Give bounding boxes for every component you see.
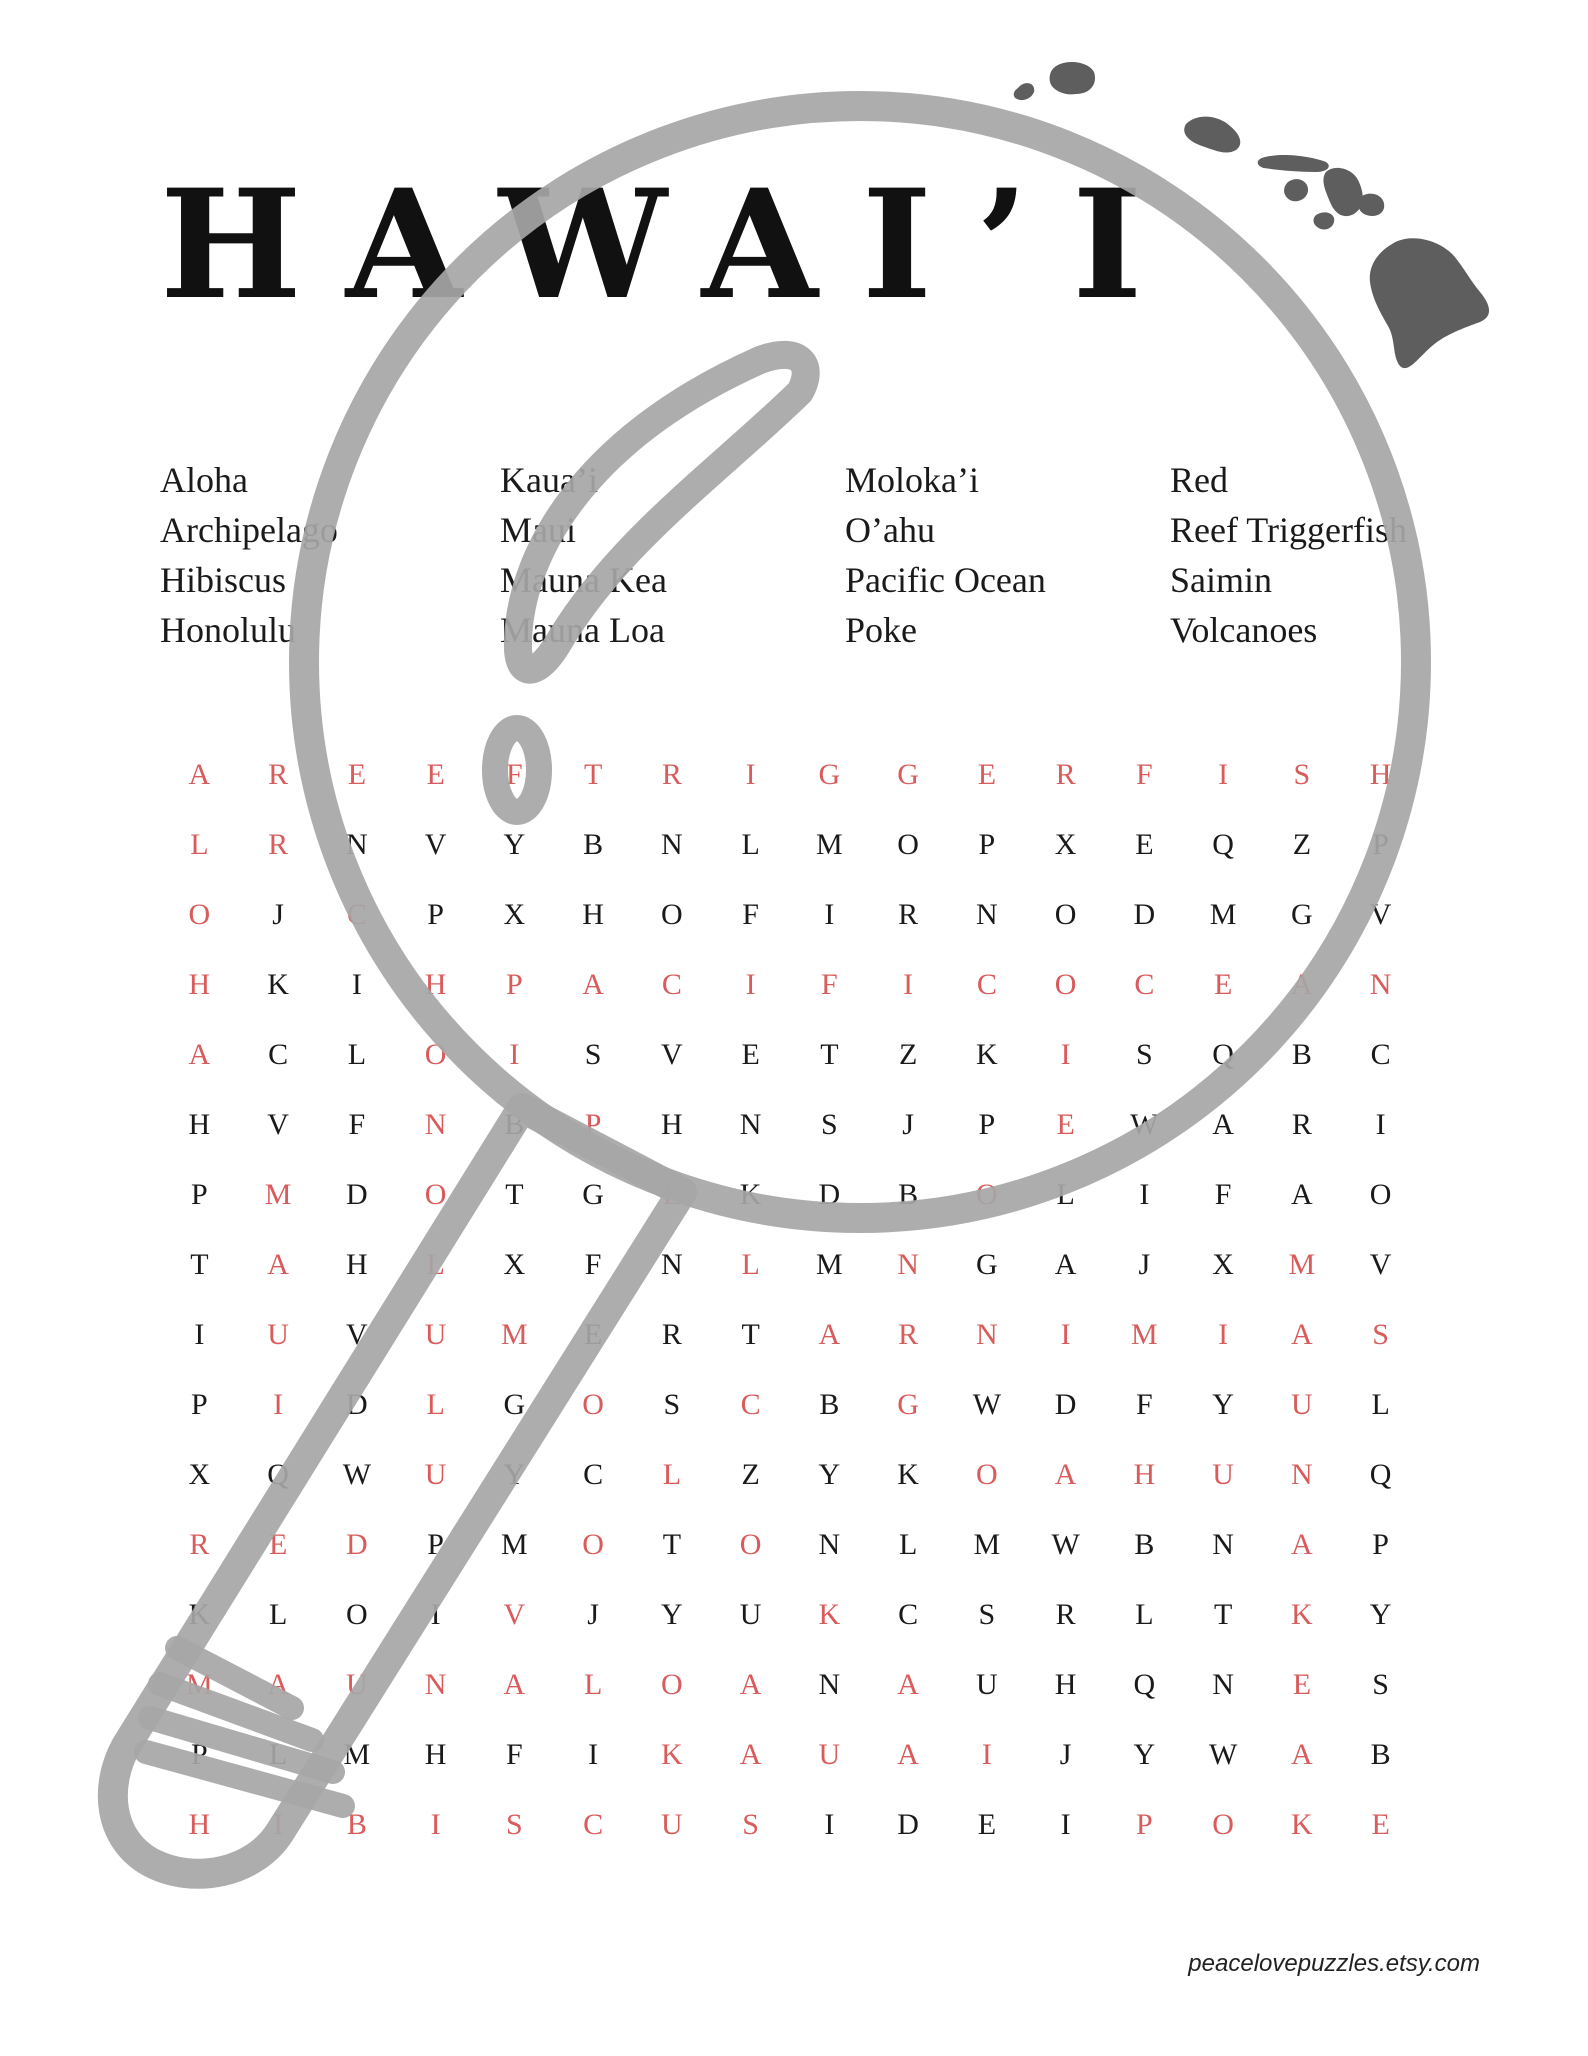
grid-letter-highlighted: K	[818, 1598, 841, 1631]
grid-letter: H	[1054, 1668, 1077, 1701]
grid-letter-highlighted: E	[426, 758, 445, 791]
grid-letter-highlighted: F	[1136, 758, 1153, 791]
grid-letter: M	[343, 1738, 371, 1771]
grid-letter: I	[588, 1738, 599, 1771]
grid-letter: T	[741, 1318, 760, 1351]
grid-letter: R	[1055, 1598, 1076, 1631]
grid-letter-highlighted: T	[583, 758, 603, 791]
grid-letter: K	[188, 1598, 211, 1631]
grid-letter: I	[1375, 1108, 1386, 1141]
grid-letter-highlighted: U	[661, 1808, 683, 1841]
grid-letter: H	[661, 1108, 683, 1141]
grid-letter-highlighted: I	[745, 968, 756, 1001]
grid-letter-highlighted: A	[1291, 1318, 1313, 1351]
word-list-column	[500, 455, 667, 655]
word-list-column	[845, 455, 1046, 655]
grid-letter-highlighted: O	[661, 1668, 683, 1701]
grid-letter: Y	[503, 1458, 526, 1491]
word-item: Saimin	[1170, 560, 1273, 600]
grid-letter: O	[661, 898, 683, 931]
word-item: Pacific Ocean	[845, 560, 1046, 600]
grid-letter: B	[583, 828, 604, 861]
grid-letter: I	[351, 968, 362, 1001]
grid-letter: P	[1372, 828, 1389, 861]
grid-letter: M	[973, 1528, 1001, 1561]
grid-letter-highlighted: H	[1369, 758, 1392, 791]
word-item: Mauna Loa	[500, 610, 665, 650]
grid-letter: Q	[1369, 1458, 1392, 1491]
word-item: Poke	[845, 610, 917, 650]
grid-letter: S	[663, 1388, 681, 1421]
word-item: Volcanoes	[1170, 610, 1318, 650]
grid-letter: F	[506, 1738, 523, 1771]
grid-letter-highlighted: M	[1288, 1248, 1316, 1281]
grid-letter: D	[818, 1178, 841, 1211]
grid-letter: J	[272, 898, 284, 931]
grid-letter: N	[739, 1108, 762, 1141]
word-item: Maui	[500, 510, 576, 550]
grid-letter: Y	[1369, 1598, 1392, 1631]
grid-letter-highlighted: R	[189, 1528, 210, 1561]
grid-letter: N	[1212, 1668, 1234, 1701]
grid-letter: F	[1214, 1178, 1232, 1211]
grid-letter: F	[348, 1108, 366, 1141]
grid-letter: I	[824, 1808, 835, 1841]
grid-letter-highlighted: N	[897, 1248, 919, 1281]
grid-letter: I	[1060, 1808, 1071, 1841]
grid-letter: W	[1051, 1528, 1080, 1561]
grid-letter-highlighted: V	[503, 1598, 526, 1631]
grid-letter-highlighted: U	[346, 1668, 368, 1701]
grid-letter: D	[897, 1808, 919, 1841]
grid-letter: Q	[1133, 1668, 1156, 1701]
grid-letter-highlighted: O	[1054, 968, 1077, 1001]
word-item: Kaua’i	[500, 460, 598, 500]
grid-letter-highlighted: C	[740, 1388, 761, 1421]
grid-letter-highlighted: E	[1292, 1668, 1312, 1701]
grid-letter-highlighted: A	[739, 1668, 762, 1701]
grid-letter: L	[268, 1598, 288, 1631]
grid-letter: U	[976, 1668, 998, 1701]
grid-letter: P	[427, 898, 444, 931]
grid-letter: Z	[898, 1038, 918, 1071]
grid-letter: V	[424, 828, 447, 861]
grid-letter: E	[977, 1808, 997, 1841]
grid-letter-highlighted: O	[1212, 1808, 1234, 1841]
grid-letter-highlighted: M	[1131, 1318, 1158, 1351]
grid-letter: K	[976, 1038, 998, 1071]
grid-letter-highlighted: I	[745, 758, 756, 791]
grid-letter: N	[976, 898, 998, 931]
grid-letter: G	[503, 1388, 526, 1421]
grid-letter: F	[584, 1248, 602, 1281]
grid-letter-highlighted: E	[347, 758, 367, 791]
grid-letter: N	[1212, 1528, 1234, 1561]
word-list-column	[160, 455, 338, 655]
grid-letter: E	[741, 1038, 760, 1071]
grid-letter: X	[1212, 1248, 1234, 1281]
grid-letter: N	[661, 1248, 683, 1281]
grid-letter: W	[1130, 1108, 1159, 1141]
grid-letter-highlighted: L	[741, 1248, 760, 1281]
grid-letter: P	[427, 1528, 444, 1561]
grid-letter-highlighted: A	[503, 1668, 526, 1701]
grid-letter: O	[897, 828, 919, 861]
grid-letter: W	[972, 1388, 1002, 1421]
grid-letter: X	[188, 1458, 211, 1491]
grid-letter: A	[1054, 1248, 1077, 1281]
grid-letter-highlighted: F	[821, 968, 838, 1001]
word-item: Reef Triggerfish	[1170, 510, 1407, 550]
grid-letter-highlighted: L	[190, 828, 209, 861]
grid-letter-highlighted: U	[818, 1738, 841, 1771]
word-item: Red	[1170, 460, 1228, 500]
grid-letter: S	[584, 1038, 602, 1071]
grid-letter-highlighted: O	[739, 1528, 762, 1561]
grid-letter: K	[897, 1458, 919, 1491]
grid-letter-highlighted: O	[424, 1178, 447, 1211]
grid-letter: P	[978, 1108, 996, 1141]
grid-letter: M	[816, 1248, 843, 1281]
grid-letter-highlighted: I	[1218, 758, 1229, 791]
grid-letter: B	[1291, 1038, 1312, 1071]
grid-letter: Y	[503, 828, 526, 861]
word-item: Hibiscus	[160, 560, 286, 600]
grid-letter: M	[501, 1528, 528, 1561]
grid-letter: H	[346, 1248, 368, 1281]
grid-letter: W	[1208, 1738, 1238, 1771]
grid-letter: K	[739, 1178, 762, 1211]
grid-letter-highlighted: I	[903, 968, 914, 1001]
grid-letter: R	[1291, 1108, 1312, 1141]
grid-letter-highlighted: O	[188, 898, 211, 931]
grid-letter: M	[816, 828, 843, 861]
grid-letter: G	[1291, 898, 1313, 931]
grid-letter: L	[268, 1738, 288, 1771]
grid-letter-highlighted: O	[976, 1458, 998, 1491]
grid-letter-highlighted: A	[897, 1668, 919, 1701]
grid-letter-highlighted: C	[976, 968, 997, 1001]
grid-letter-highlighted: R	[898, 1318, 919, 1351]
grid-letter: S	[978, 1598, 996, 1631]
grid-letter: N	[818, 1528, 841, 1561]
grid-letter-highlighted: I	[981, 1738, 992, 1771]
grid-letter-highlighted: D	[346, 1528, 368, 1561]
grid-letter-highlighted: A	[188, 758, 211, 791]
grid-letter-highlighted: I	[1060, 1318, 1071, 1351]
grid-letter-highlighted: I	[430, 1808, 441, 1841]
word-list	[160, 455, 1450, 675]
grid-letter-highlighted: E	[268, 1528, 288, 1561]
grid-letter: S	[821, 1108, 838, 1141]
grid-letter: B	[1134, 1528, 1155, 1561]
grid-letter: V	[346, 1318, 368, 1351]
grid-letter-highlighted: C	[583, 1808, 604, 1841]
grid-letter: D	[346, 1388, 368, 1421]
grid-letter: C	[268, 1038, 289, 1071]
grid-letter: E	[583, 1318, 603, 1351]
grid-letter-highlighted: N	[424, 1668, 447, 1701]
credit-text: peacelovepuzzles.etsy.com	[1188, 1950, 1480, 1977]
grid-letter-highlighted: O	[582, 1528, 604, 1561]
grid-letter-highlighted: B	[346, 1808, 367, 1841]
grid-letter-highlighted: U	[1291, 1388, 1313, 1421]
grid-letter: C	[898, 1598, 919, 1631]
grid-letter-highlighted: I	[1060, 1038, 1071, 1071]
grid-letter: Q	[267, 1458, 289, 1491]
grid-letter-highlighted: A	[1291, 1528, 1313, 1561]
grid-letter-highlighted: P	[584, 1108, 602, 1141]
grid-letter-highlighted: I	[273, 1808, 284, 1841]
grid-letter: T	[190, 1248, 209, 1281]
grid-letter-highlighted: E	[662, 1178, 682, 1211]
grid-letter-highlighted: N	[424, 1108, 447, 1141]
grid-letter-highlighted: E	[977, 758, 997, 791]
grid-letter-highlighted: A	[897, 1738, 919, 1771]
word-item: Archipelago	[160, 510, 338, 550]
grid-letter: H	[424, 1738, 447, 1771]
grid-letter: I	[824, 898, 835, 931]
grid-letter: A	[1291, 1178, 1313, 1211]
grid-letter-highlighted: F	[506, 758, 523, 791]
grid-letter-highlighted: A	[1291, 1738, 1313, 1771]
grid-letter-highlighted: H	[188, 1808, 211, 1841]
grid-letter: H	[582, 898, 604, 931]
grid-letter: P	[191, 1178, 208, 1211]
grid-letter: D	[1133, 898, 1156, 931]
grid-letter: Y	[661, 1598, 683, 1631]
grid-letter: P	[191, 1738, 208, 1771]
grid-letter-highlighted: I	[509, 1038, 520, 1071]
grid-letter: O	[346, 1598, 368, 1631]
grid-letter: L	[347, 1038, 367, 1071]
grid-letter: J	[587, 1598, 599, 1631]
word-list-column	[1170, 455, 1407, 655]
grid-letter: V	[1369, 1248, 1392, 1281]
grid-letter: X	[503, 898, 526, 931]
grid-letter: W	[342, 1458, 372, 1491]
grid-letter-highlighted: A	[1054, 1458, 1077, 1491]
grid-letter-highlighted: O	[976, 1178, 998, 1211]
grid-letter: L	[1371, 1388, 1390, 1421]
grid-letter-highlighted: U	[424, 1458, 447, 1491]
word-item: O’ahu	[845, 510, 935, 550]
grid-letter-highlighted: K	[661, 1738, 683, 1771]
grid-letter: V	[1369, 898, 1392, 931]
grid-letter: I	[194, 1318, 205, 1351]
grid-letter: I	[1139, 1178, 1150, 1211]
grid-letter-highlighted: N	[976, 1318, 998, 1351]
grid-letter-highlighted: U	[1212, 1458, 1234, 1491]
grid-letter: N	[661, 828, 683, 861]
grid-letter-highlighted: S	[1372, 1318, 1389, 1351]
grid-letter: E	[1135, 828, 1154, 861]
grid-letter: L	[1135, 1598, 1154, 1631]
grid-letter-highlighted: N	[1369, 968, 1392, 1001]
grid-letter: X	[503, 1248, 526, 1281]
grid-letter-highlighted: E	[1371, 1808, 1390, 1841]
grid-letter-highlighted: A	[818, 1318, 841, 1351]
grid-letter-highlighted: L	[662, 1458, 682, 1491]
grid-letter-highlighted: A	[739, 1738, 762, 1771]
word-item: Moloka’i	[845, 460, 979, 500]
grid-letter-highlighted: P	[506, 968, 523, 1001]
page-title: HAWAI’I	[160, 157, 1187, 333]
grid-letter-highlighted: O	[424, 1038, 447, 1071]
grid-letter: V	[267, 1108, 289, 1141]
grid-letter-highlighted: S	[742, 1808, 759, 1841]
grid-letter-highlighted: H	[1133, 1458, 1156, 1491]
grid-letter: T	[662, 1528, 682, 1561]
grid-letter: Y	[818, 1458, 841, 1491]
grid-letter: Z	[741, 1458, 760, 1491]
grid-letter-highlighted: M	[264, 1178, 292, 1211]
grid-letter: D	[346, 1178, 368, 1211]
grid-letter: I	[430, 1598, 441, 1631]
grid-letter: C	[1370, 1038, 1391, 1071]
grid-letter-highlighted: I	[1218, 1318, 1229, 1351]
grid-letter: B	[504, 1108, 525, 1141]
grid-letter-highlighted: A	[188, 1038, 211, 1071]
grid-letter-highlighted: M	[186, 1668, 213, 1701]
grid-letter-highlighted: S	[1293, 758, 1311, 791]
grid-letter: P	[191, 1388, 208, 1421]
letter-grid	[160, 740, 1420, 1860]
grid-letter-highlighted: C	[1134, 968, 1155, 1001]
grid-letter: D	[1054, 1388, 1077, 1421]
grid-letter-highlighted: U	[424, 1318, 447, 1351]
grid-letter-highlighted: L	[426, 1248, 445, 1281]
grid-letter: Z	[1292, 828, 1312, 861]
grid-letter-highlighted: S	[506, 1808, 523, 1841]
grid-letter: J	[902, 1108, 914, 1141]
grid-letter-highlighted: P	[1136, 1808, 1153, 1841]
grid-letter: P	[978, 828, 996, 861]
grid-letter: N	[346, 828, 368, 861]
grid-letter: Q	[1212, 1038, 1234, 1071]
grid-letter: L	[741, 828, 760, 861]
grid-letter-highlighted: H	[188, 968, 211, 1001]
grid-letter: T	[1213, 1598, 1233, 1631]
grid-letter: N	[818, 1668, 841, 1701]
grid-letter: S	[1136, 1038, 1153, 1071]
grid-letter: Y	[1133, 1738, 1156, 1771]
grid-letter-highlighted: R	[268, 758, 289, 791]
grid-letter: R	[898, 898, 919, 931]
word-item: Honolulu	[160, 610, 297, 650]
grid-letter-highlighted: C	[661, 968, 682, 1001]
grid-letter: B	[1370, 1738, 1391, 1771]
grid-letter: C	[583, 1458, 604, 1491]
grid-letter: V	[661, 1038, 683, 1071]
grid-letter: G	[582, 1178, 604, 1211]
grid-letter-highlighted: G	[897, 1388, 919, 1421]
grid-letter-highlighted: A	[582, 968, 604, 1001]
grid-letter-highlighted: A	[267, 1248, 289, 1281]
grid-letter: Q	[1212, 828, 1234, 861]
grid-letter-highlighted: A	[267, 1668, 289, 1701]
grid-letter: F	[1136, 1388, 1153, 1421]
grid-letter-highlighted: E	[1056, 1108, 1075, 1141]
grid-letter-highlighted: K	[1291, 1808, 1313, 1841]
grid-letter: H	[188, 1108, 211, 1141]
grid-letter-highlighted: C	[346, 898, 367, 931]
grid-letter: J	[1059, 1738, 1072, 1771]
grid-letter-highlighted: E	[1213, 968, 1233, 1001]
grid-letter: X	[1054, 828, 1077, 861]
grid-letter: K	[267, 968, 289, 1001]
grid-letter: F	[742, 898, 759, 931]
grid-letter-highlighted: R	[1055, 758, 1076, 791]
grid-letter-highlighted: G	[897, 758, 919, 791]
word-item: Mauna Kea	[500, 560, 667, 600]
grid-letter: B	[819, 1388, 840, 1421]
grid-letter-highlighted: R	[268, 828, 289, 861]
grid-letter: P	[1372, 1528, 1389, 1561]
grid-letter-highlighted: U	[267, 1318, 289, 1351]
grid-letter-highlighted: L	[583, 1668, 603, 1701]
grid-letter: R	[661, 1318, 682, 1351]
grid-letter: U	[739, 1598, 762, 1631]
grid-letter-highlighted: I	[273, 1388, 284, 1421]
grid-letter-highlighted: G	[818, 758, 841, 791]
grid-letter: M	[1209, 898, 1237, 931]
grid-letter-highlighted: A	[1291, 968, 1313, 1001]
grid-letter-highlighted: K	[1291, 1598, 1313, 1631]
grid-letter: T	[505, 1178, 524, 1211]
word-item: Aloha	[160, 460, 248, 500]
grid-letter: T	[820, 1038, 839, 1071]
grid-letter: Y	[1212, 1388, 1234, 1421]
grid-letter-highlighted: O	[582, 1388, 604, 1421]
grid-letter: S	[1372, 1668, 1389, 1701]
grid-letter-highlighted: N	[1291, 1458, 1313, 1491]
grid-letter: B	[898, 1178, 919, 1211]
grid-letter-highlighted: H	[424, 968, 447, 1001]
grid-letter-highlighted: L	[426, 1388, 445, 1421]
grid-letter: A	[1212, 1108, 1234, 1141]
grid-letter: O	[1369, 1178, 1392, 1211]
grid-letter: O	[1054, 898, 1077, 931]
grid-letter-highlighted: M	[501, 1318, 528, 1351]
grid-letter: G	[976, 1248, 998, 1281]
grid-letter-highlighted: R	[661, 758, 682, 791]
grid-letter: L	[898, 1528, 918, 1561]
grid-letter: L	[1056, 1178, 1075, 1211]
grid-letter: J	[1138, 1248, 1151, 1281]
